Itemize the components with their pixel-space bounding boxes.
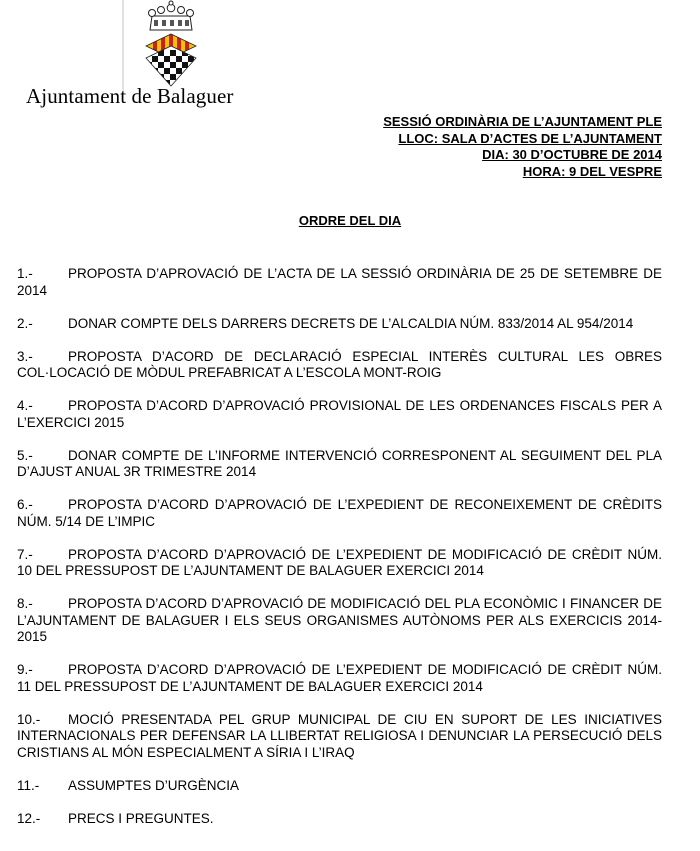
agenda-item-text: PROPOSTA D’APROVACIÓ DE L’ACTA DE LA SESSIÓ ORDINÀRIA DE 25 DE SETEMBRE DE 2014 — [17, 266, 662, 298]
agenda-item-number: 10.- — [17, 711, 41, 727]
agenda-item-text: PROPOSTA D’ACORD DE DECLARACIÓ ESPECIAL INTERÈS CULTURAL LES OBRES COL·LOCACIÓ DE MÒDUL PREFABRICAT A L’ESCOLA MONT-ROIG — [17, 348, 662, 380]
agenda-item-number: 7.- — [17, 546, 33, 562]
agenda-item-text: DONAR COMPTE DELS DARRERS DECRETS DE L’ALCALDIA NÚM. 833/2014 AL 954/2014 — [68, 315, 634, 331]
agenda-list — [17, 266, 662, 844]
agenda-item-text: PROPOSTA D’ACORD D’APROVACIÓ DE MODIFICACIÓ DEL PLA ECONÒMIC I FINANCER DE L’AJUNTAMENT DE BALAGUER I ELS SEUS ORGANISMES AUTÒNOMS PER ALS EXERCICIS 2014-2015 — [17, 596, 662, 644]
agenda-item — [17, 316, 662, 333]
agenda-item-number: 11.- — [17, 777, 40, 793]
agenda-title: ORDRE DEL DIA — [298, 213, 402, 228]
agenda-item-text: PROPOSTA D’ACORD D’APROVACIÓ DE L’EXPEDIENT DE RECONEIXEMENT DE CRÈDITS NÚM. 5/14 DE L’IMPIC — [17, 497, 662, 529]
institution-logo — [22, 0, 272, 115]
agenda-item — [17, 662, 662, 695]
agenda-item-number: 5.- — [17, 447, 33, 463]
agenda-item — [17, 811, 662, 828]
coat-of-arms-icon — [122, 0, 218, 92]
agenda-item — [17, 778, 662, 795]
agenda-item — [17, 266, 662, 299]
session-date: DIA: 30 D’OCTUBRE DE 2014 — [482, 147, 662, 162]
agenda-item-number: 6.- — [17, 497, 33, 512]
agenda-item — [17, 349, 662, 382]
agenda-item-text: PRECS I PREGUNTES. — [68, 810, 214, 826]
agenda-item-text: ASSUMPTES D’URGÈNCIA — [68, 777, 240, 793]
session-location: LLOC: SALA D’ACTES DE L’AJUNTAMENT — [398, 130, 662, 146]
session-time: HORA: 9 DEL VESPRE — [522, 163, 662, 179]
agenda-item — [17, 547, 662, 580]
agenda-item — [17, 448, 662, 481]
agenda-item-text: PROPOSTA D’ACORD D’APROVACIÓ DE L’EXPEDIENT DE MODIFICACIÓ DE CRÈDIT NÚM. 11 DEL PRESSUPOST DE L’AJUNTAMENT DE BALAGUER EXERCICI 2014 — [17, 662, 662, 694]
agenda-item-text: PROPOSTA D’ACORD D’APROVACIÓ PROVISIONAL DE LES ORDENANCES FISCALS PER A L’EXERCICI 2015 — [17, 398, 662, 430]
agenda-item-number: 2.- — [17, 315, 33, 331]
session-info — [383, 114, 662, 180]
agenda-item — [17, 596, 662, 646]
agenda-item-number: 1.- — [17, 266, 33, 281]
session-type: SESSIÓ ORDINÀRIA DE L’AJUNTAMENT PLE — [383, 114, 662, 129]
institution-name: Ajuntament de Balaguer — [26, 84, 234, 108]
agenda-item-text: DONAR COMPTE DE L’INFORME INTERVENCIÓ CORRESPONENT AL SEGUIMENT DEL PLA D’AJUST ANUAL 3R TRIMESTRE 2014 — [17, 447, 662, 479]
agenda-item — [17, 712, 662, 762]
agenda-item-number: 9.- — [17, 662, 33, 677]
agenda-item-text: MOCIÓ PRESENTADA PEL GRUP MUNICIPAL DE CIU EN SUPORT DE LES INICIATIVES INTERNACIONALS PER DEFENSAR LA LLIBERTAT RELIGIOSA I DENUNCIAR LA PERSECUCIÓ DELS CRISTIANS AL MÓN ESPECIALMENT A SÍRIA I L’IRAQ — [17, 711, 662, 760]
agenda-item — [17, 497, 662, 530]
agenda-item-number: 8.- — [17, 596, 33, 611]
agenda-item-number: 3.- — [17, 348, 33, 364]
agenda-item-text: PROPOSTA D’ACORD D’APROVACIÓ DE L’EXPEDIENT DE MODIFICACIÓ DE CRÈDIT NÚM. 10 DEL PRESSUPOST DE L’AJUNTAMENT DE BALAGUER EXERCICI 2014 — [17, 546, 662, 578]
agenda-item-number: 4.- — [17, 398, 33, 413]
agenda-item — [17, 398, 662, 431]
agenda-item-number: 12.- — [17, 810, 41, 826]
